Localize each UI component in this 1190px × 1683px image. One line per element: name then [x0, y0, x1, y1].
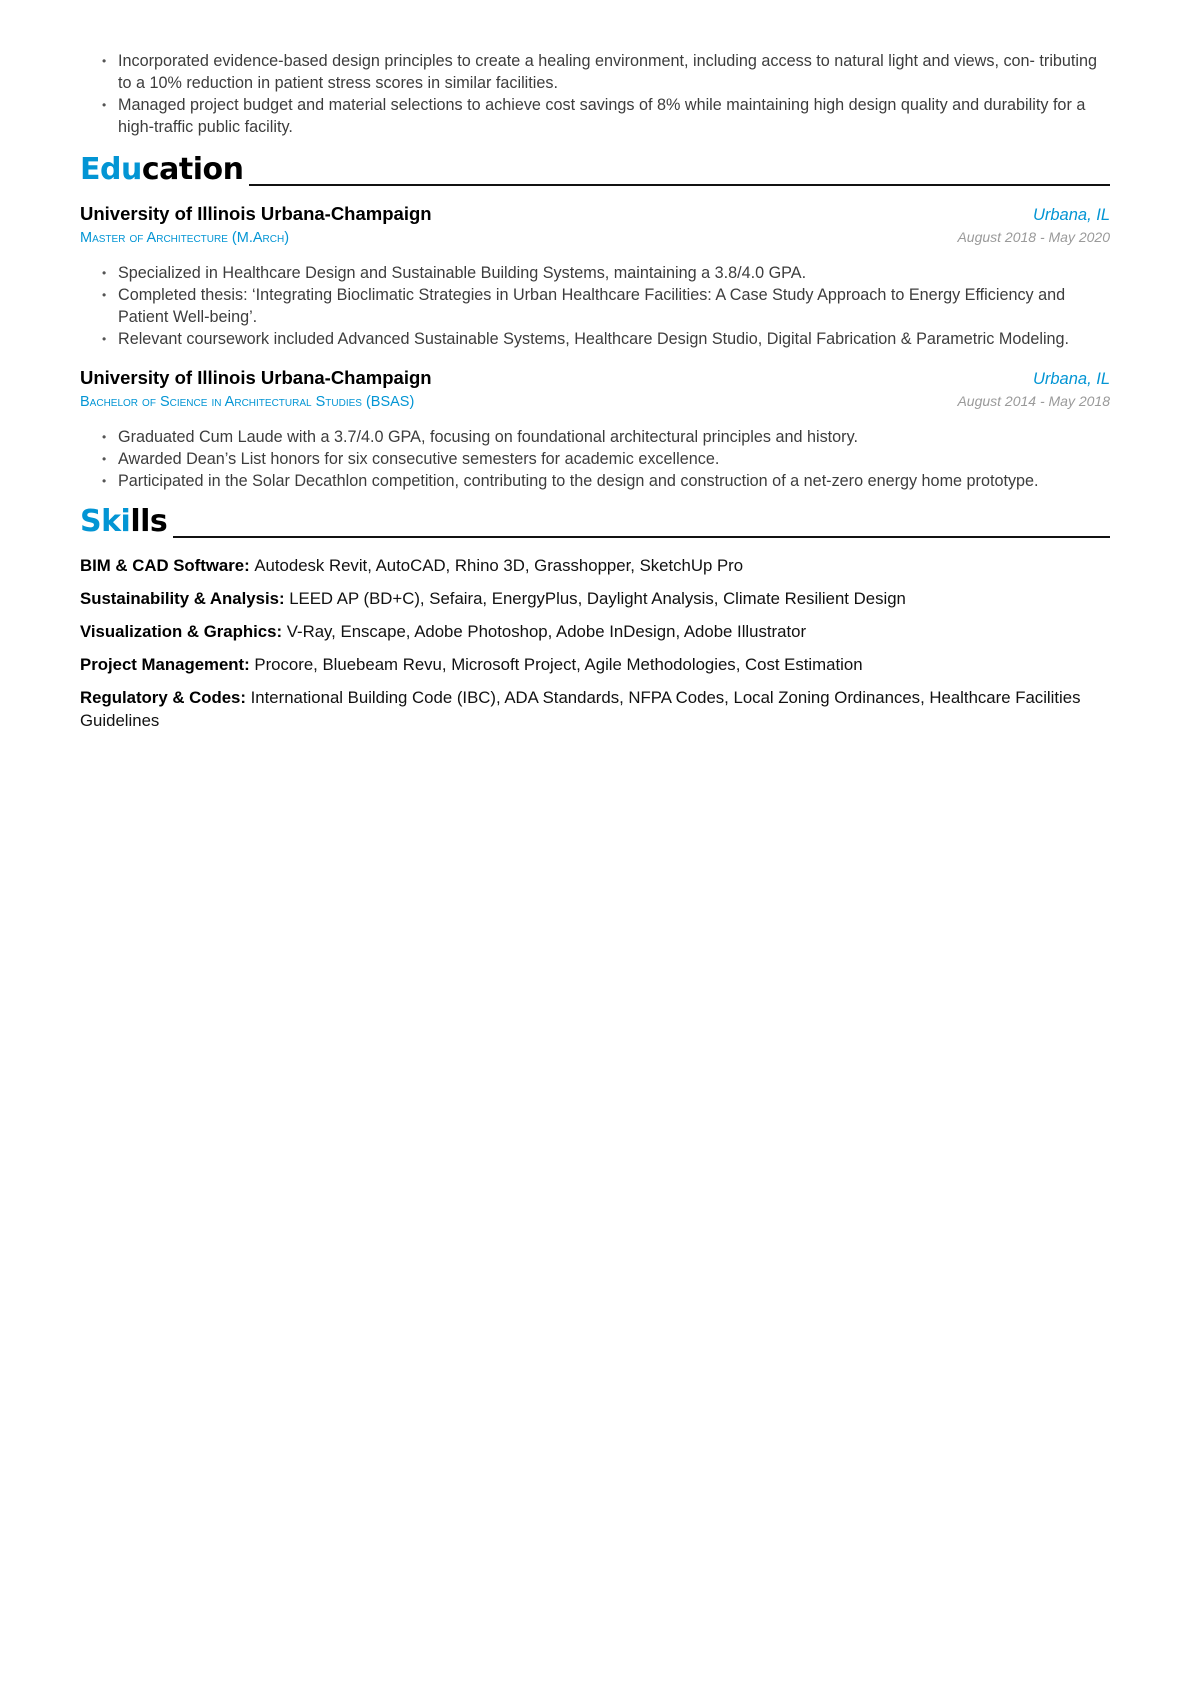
education-bullet: • Graduated Cum Laude with a 3.7/4.0 GPA, focusing on foundational architectural principles and history.: [118, 426, 1110, 448]
education-entry: [80, 202, 1110, 350]
section-divider: [249, 184, 1110, 186]
skill-values: Procore, Bluebeam Revu, Microsoft Project, Agile Methodologies, Cost Estimation: [254, 655, 863, 674]
education-bullet: • Completed thesis: ‘Integrating Bioclimatic Strategies in Urban Healthcare Facilities: A Case Study Approach to Energy Efficiency and Patient Well-being’.: [118, 284, 1110, 328]
skills-title-rest: lls: [130, 504, 168, 539]
education-dates: August 2018 - May 2020: [957, 229, 1110, 245]
education-section-header: [80, 150, 1110, 188]
education-entry-header: [80, 202, 1110, 227]
degree-name: Bachelor of Science in Architectural Studies (BSAS): [80, 394, 415, 410]
education-bullet: • Participated in the Solar Decathlon competition, contributing to the design and construction of a net-zero energy home prototype.: [118, 470, 1110, 492]
experience-bullet-list: [80, 50, 1110, 138]
skill-values: International Building Code (IBC), ADA Standards, NFPA Codes, Local Zoning Ordinances, Healthcare Facilities Guidelines: [80, 688, 1081, 730]
experience-bullet: • Managed project budget and material selections to achieve cost savings of 8% while maintaining high design quality and durability for a high-traffic public facility.: [118, 94, 1110, 138]
section-divider: [173, 536, 1110, 538]
skill-category: Sustainability & Analysis:: [80, 589, 290, 608]
skill-category: BIM & CAD Software:: [80, 556, 255, 575]
skill-row: [80, 686, 1110, 732]
skill-category: Visualization & Graphics:: [80, 622, 287, 641]
education-section-title: [80, 152, 243, 188]
education-bullet: • Specialized in Healthcare Design and Sustainable Building Systems, maintaining a 3.8/4.0 GPA.: [118, 262, 1110, 284]
education-entry: [80, 366, 1110, 492]
education-entry-subheader: [80, 227, 1110, 248]
school-name: University of Illinois Urbana-Champaign: [80, 367, 432, 388]
education-bullet: • Relevant coursework included Advanced Sustainable Systems, Healthcare Design Studio, Digital Fabrication & Parametric Modeling.: [118, 328, 1110, 350]
skill-category: Project Management:: [80, 655, 255, 674]
skill-values: LEED AP (BD+C), Sefaira, EnergyPlus, Daylight Analysis, Climate Resilient Design: [289, 589, 906, 608]
education-bullet-list: [80, 262, 1110, 350]
skill-row: [80, 587, 1110, 610]
school-name: University of Illinois Urbana-Champaign: [80, 203, 432, 224]
skills-section-header: [80, 502, 1110, 540]
degree-name: Master of Architecture (M.Arch): [80, 230, 290, 246]
skill-values: V-Ray, Enscape, Adobe Photoshop, Adobe InDesign, Adobe Illustrator: [286, 622, 807, 641]
skill-row: [80, 653, 1110, 676]
education-title-rest: cation: [141, 152, 244, 187]
skills-section-title: [80, 504, 167, 540]
education-entry-subheader: [80, 391, 1110, 412]
education-bullet-list: [80, 426, 1110, 492]
skill-row: [80, 554, 1110, 577]
school-location: Urbana, IL: [1032, 370, 1110, 388]
school-location: Urbana, IL: [1032, 206, 1110, 224]
skill-values: Autodesk Revit, AutoCAD, Rhino 3D, Grasshopper, SketchUp Pro: [254, 556, 744, 575]
skills-title-accent: Ski: [80, 504, 131, 539]
experience-bullet: • Incorporated evidence-based design principles to create a healing environment, including access to natural light and views, con- tributing to a 10% reduction in patient stress scores in similar facilities.: [118, 50, 1110, 94]
education-entry-header: [80, 366, 1110, 391]
skill-category: Regulatory & Codes:: [80, 688, 251, 707]
education-bullet: • Awarded Dean’s List honors for six consecutive semesters for academic excellence.: [118, 448, 1110, 470]
skill-row: [80, 620, 1110, 643]
education-title-accent: Edu: [80, 152, 142, 187]
skills-list: [80, 554, 1110, 732]
education-dates: August 2014 - May 2018: [957, 393, 1110, 409]
